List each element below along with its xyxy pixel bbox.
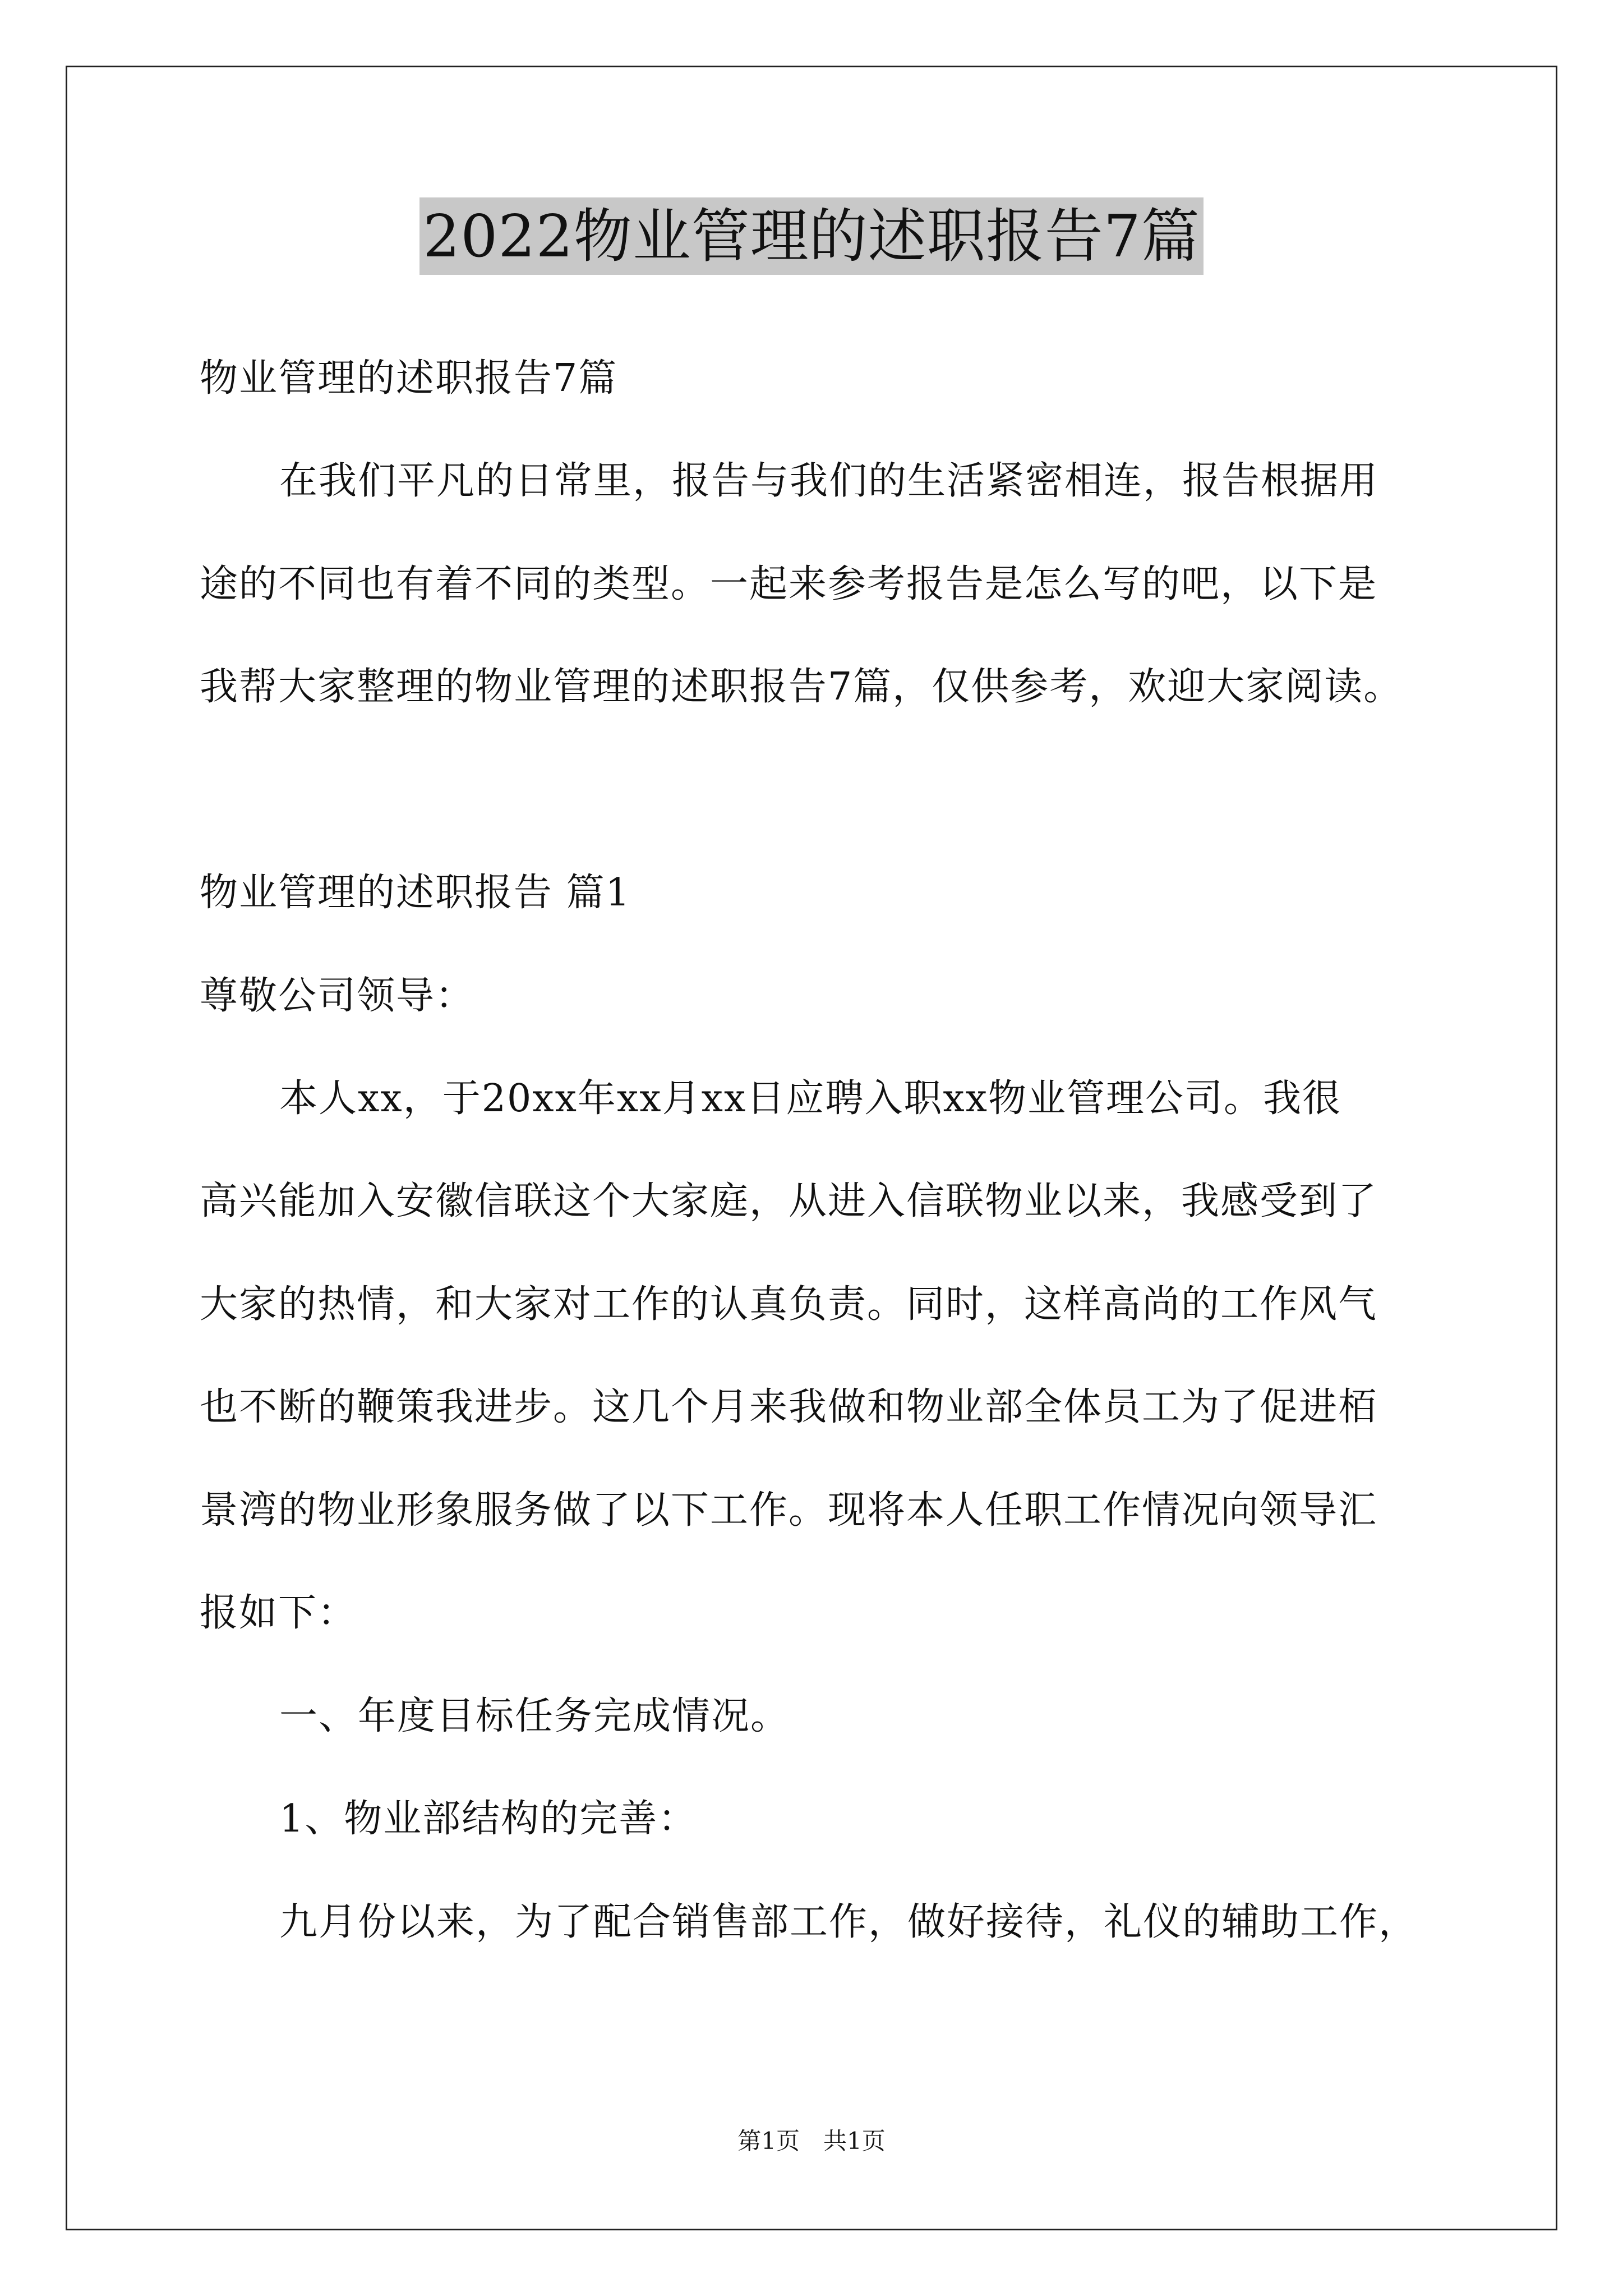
page-number: 第1页	[737, 2127, 800, 2155]
body-line: 高兴能加入安徽信联这个大家庭，从进入信联物业以来，我感受到了	[200, 1179, 1378, 1223]
body-line: 在我们平凡的日常里，报告与我们的生活紧密相连，报告根据用	[279, 459, 1379, 503]
list-item: 1、物业部结构的完善：	[279, 1797, 698, 1841]
body-line: 途的不同也有着不同的类型。一起来参考报告是怎么写的吧，以下是	[200, 562, 1378, 606]
section-heading: 物业管理的述职报告 篇1	[200, 871, 631, 915]
document-title: 2022物业管理的述职报告7篇	[419, 197, 1204, 275]
salutation: 尊敬公司领导：	[200, 974, 475, 1018]
body-line: 九月份以来，为了配合销售部工作，做好接待，礼仪的辅助工作，	[279, 1900, 1418, 1944]
body-line: 我帮大家整理的物业管理的述职报告7篇，仅供参考，欢迎大家阅读。	[200, 665, 1403, 709]
body-line: 本人xx，于20xx年xx月xx日应聘入职xx物业管理公司。我很	[279, 1076, 1342, 1121]
page-footer	[0, 2127, 1623, 2155]
subtitle-line: 物业管理的述职报告7篇	[200, 356, 618, 401]
body-line: 景湾的物业形象服务做了以下工作。现将本人任职工作情况向领导汇	[200, 1488, 1378, 1533]
title-container	[0, 197, 1623, 275]
body-line: 也不断的鞭策我进步。这几个月来我做和物业部全体员工为了促进栢	[200, 1385, 1378, 1429]
page-total: 共1页	[823, 2127, 886, 2155]
list-heading: 一、年度目标任务完成情况。	[279, 1694, 790, 1738]
body-line: 大家的热情，和大家对工作的认真负责。同时，这样高尚的工作风气	[200, 1282, 1378, 1327]
body-line: 报如下：	[200, 1591, 357, 1635]
